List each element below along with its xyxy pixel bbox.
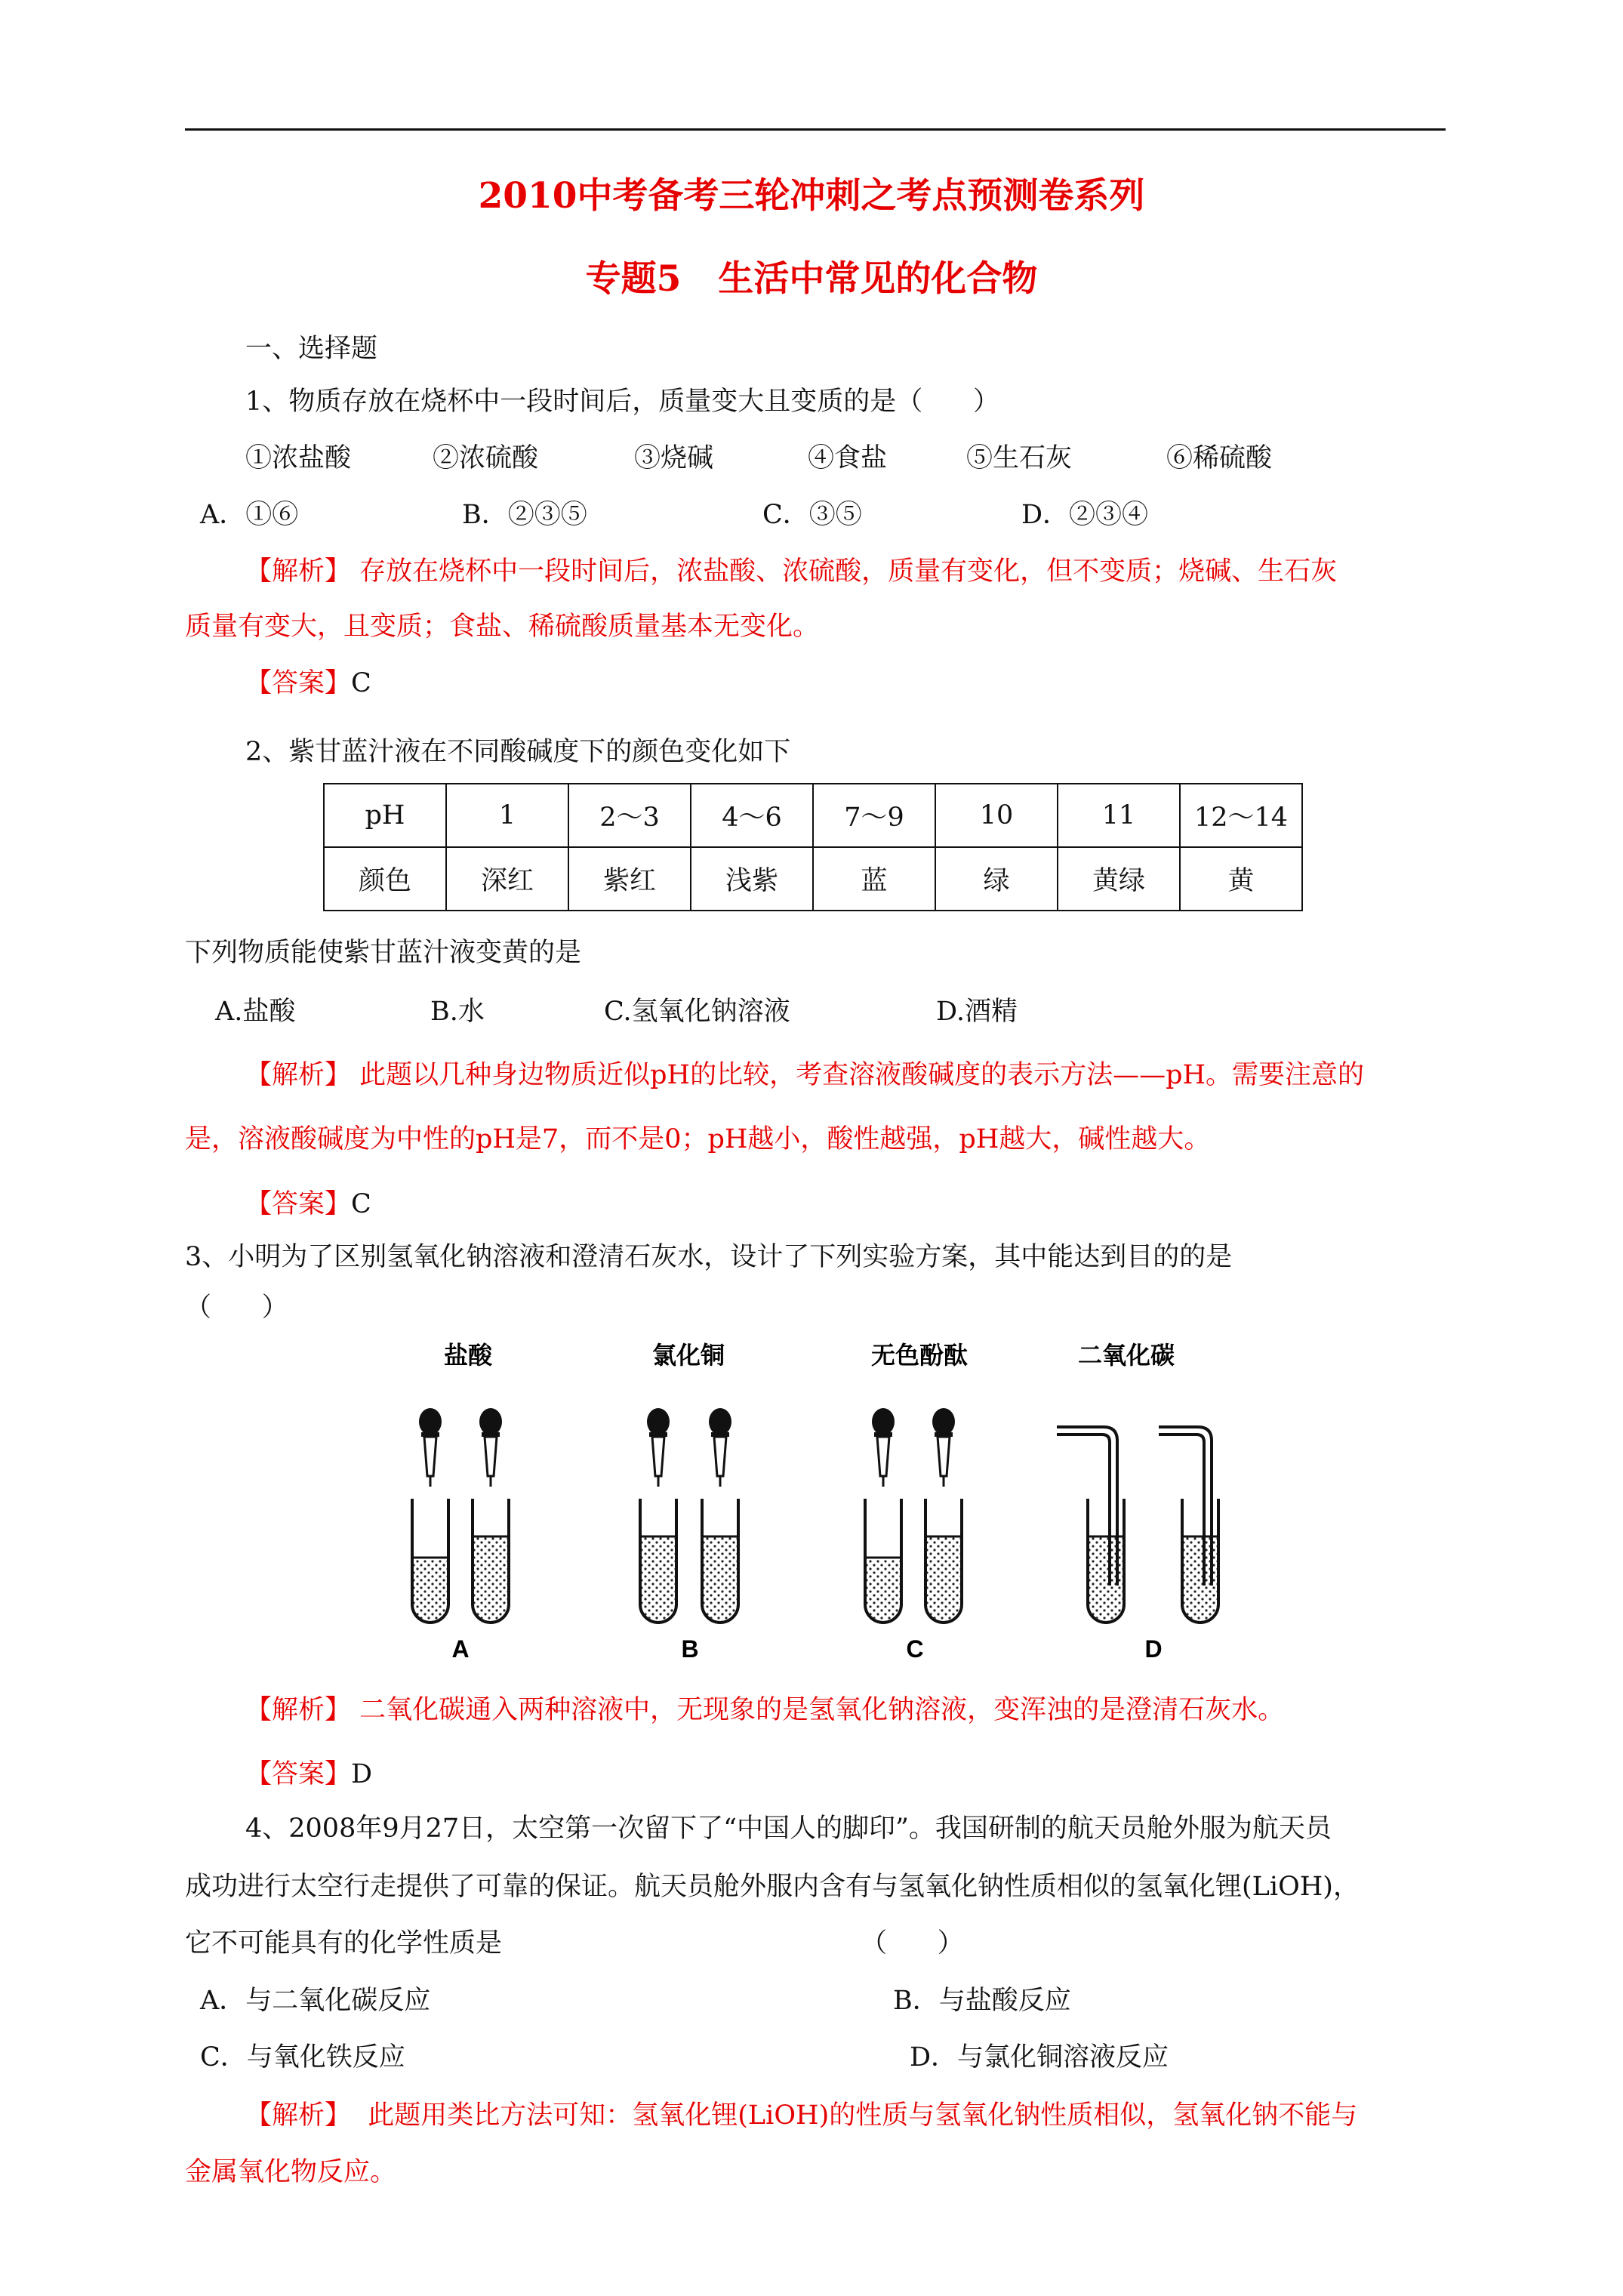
table-row <box>324 784 1302 847</box>
table-cell: 11 <box>1058 784 1180 847</box>
page-subtitle: 专题5 生活中常见的化合物 <box>585 258 1038 300</box>
q1-analysis-line1 <box>245 555 1337 588</box>
setup-a <box>412 1408 509 1623</box>
analysis-text: 存放在烧杯中一段时间后，浓盐酸、浓硫酸，质量有变化，但不变质；烧碱、生石灰 <box>351 556 1338 587</box>
table-cell: 深红 <box>446 847 568 911</box>
q1-item: ②浓硫酸 <box>433 443 539 473</box>
table-cell: 10 <box>935 784 1058 847</box>
table-cell: pH <box>324 784 446 847</box>
analysis-text: 二氧化碳通入两种溶液中，无现象的是氢氧化钠溶液，变浑浊的是澄清石灰水。 <box>351 1695 1285 1725</box>
q1-option: D．②③④ <box>1021 500 1149 530</box>
table-cell: 黄绿 <box>1058 847 1180 911</box>
q1-analysis-line2: 质量有变大，且变质；食盐、稀硫酸质量基本无变化。 <box>185 612 820 642</box>
q3-answer <box>245 1758 372 1791</box>
table-cell: 4～6 <box>691 784 813 847</box>
q2-question: 下列物质能使紫甘蓝汁液变黄的是 <box>185 938 582 968</box>
q1-answer <box>245 667 371 700</box>
setup-letter: A <box>451 1635 470 1663</box>
table-row <box>324 847 1302 911</box>
analysis-text: 此题用类比方法可知：氢氧化锂(LiOH)的性质与氢氧化钠性质相似，氢氧化钠不能与 <box>351 2100 1358 2131</box>
q4-option: B．与盐酸反应 <box>893 1986 1071 2016</box>
table-cell: 黄 <box>1180 847 1302 911</box>
q3-analysis <box>245 1693 1284 1727</box>
q4-stem-line3: 它不可能具有的化学性质是 <box>185 1928 503 1959</box>
analysis-label: 【解析】 <box>245 556 352 587</box>
q1-item: ③烧碱 <box>634 443 714 473</box>
setup-b <box>640 1408 738 1623</box>
q2-stem: 2、紫甘蓝汁液在不同酸碱度下的颜色变化如下 <box>245 737 791 767</box>
q2-option: C.氢氧化钠溶液 <box>604 997 790 1027</box>
q4-option: D．与氯化铜溶液反应 <box>910 2042 1169 2073</box>
table-cell: 绿 <box>935 847 1058 911</box>
q4-analysis-line2: 金属氧化物反应。 <box>185 2157 397 2187</box>
q1-item: ⑤生石灰 <box>966 443 1073 473</box>
table-cell: 颜色 <box>324 847 446 911</box>
analysis-label: 【解析】 <box>245 1060 352 1090</box>
q4-option: C．与氧化铁反应 <box>200 2042 405 2073</box>
q1-option: A．①⑥ <box>200 500 299 530</box>
q2-answer <box>245 1188 371 1221</box>
answer-label: 【答案】 <box>245 668 352 698</box>
table-cell: 7～9 <box>813 784 935 847</box>
q4-stem-line1: 4、2008年9月27日，太空第一次留下了“中国人的脚印”。我国研制的航天员舱外服为航天员 <box>245 1814 1332 1844</box>
setup-letter: D <box>1144 1635 1163 1663</box>
answer-value: C <box>351 1189 371 1219</box>
section-heading: 一、选择题 <box>245 334 378 364</box>
q2-analysis-line1 <box>245 1059 1364 1092</box>
reagent-label: 二氧化碳 <box>1077 1342 1175 1369</box>
reagent-label: 氯化铜 <box>651 1342 725 1369</box>
answer-label: 【答案】 <box>245 1759 352 1789</box>
q2-analysis-line2: 是，溶液酸碱度为中性的pH是7，而不是0；pH越小，酸性越强，pH越大，碱性越大。 <box>185 1124 1211 1154</box>
setup-d <box>1057 1427 1218 1623</box>
q3-stem-line2: （ ） <box>185 1293 288 1323</box>
q2-option: B.水 <box>430 997 485 1027</box>
q1-option: B．②③⑤ <box>462 500 587 530</box>
setup-c <box>865 1408 962 1623</box>
page-title: 2010中考备考三轮冲刺之考点预测卷系列 <box>478 175 1145 217</box>
q4-blank: （ ） <box>861 1928 964 1959</box>
q1-item: ④食盐 <box>808 443 888 473</box>
answer-value: D <box>351 1759 373 1789</box>
analysis-label: 【解析】 <box>245 1695 352 1725</box>
analysis-text: 此题以几种身边物质近似pH的比较，考查溶液酸碱度的表示方法——pH。需要注意的 <box>351 1060 1364 1090</box>
setup-letter: C <box>906 1635 924 1663</box>
reagent-label: 盐酸 <box>443 1342 493 1369</box>
table-cell: 浅紫 <box>691 847 813 911</box>
q4-option: A．与二氧化碳反应 <box>200 1986 431 2016</box>
ph-color-table <box>323 783 1303 911</box>
q1-stem: 1、物质存放在烧杯中一段时间后，质量变大且变质的是（ ） <box>245 387 1000 417</box>
top-rule <box>185 128 1446 131</box>
q2-option: D.酒精 <box>936 997 1018 1027</box>
experiment-figure <box>302 1336 1283 1669</box>
q1-option: C．③⑤ <box>762 500 862 530</box>
table-cell: 2～3 <box>568 784 691 847</box>
q4-stem-line2: 成功进行太空行走提供了可靠的保证。航天员舱外服内含有与氢氧化钠性质相似的氢氧化锂(LiOH)， <box>185 1872 1360 1902</box>
answer-value: C <box>351 668 371 698</box>
analysis-label: 【解析】 <box>245 2100 352 2131</box>
reagent-label: 无色酚酞 <box>870 1342 969 1369</box>
q4-analysis-line1 <box>245 2099 1357 2132</box>
q3-stem-line1: 3、小明为了区别氢氧化钠溶液和澄清石灰水，设计了下列实验方案，其中能达到目的的是 <box>185 1242 1233 1272</box>
answer-label: 【答案】 <box>245 1189 352 1219</box>
table-cell: 12～14 <box>1180 784 1302 847</box>
setup-letter: B <box>681 1635 699 1663</box>
table-cell: 蓝 <box>813 847 935 911</box>
q1-item: ①浓盐酸 <box>245 443 352 473</box>
table-cell: 紫红 <box>568 847 691 911</box>
q1-item: ⑥稀硫酸 <box>1166 443 1273 473</box>
q2-option: A.盐酸 <box>215 997 296 1027</box>
table-cell: 1 <box>446 784 568 847</box>
